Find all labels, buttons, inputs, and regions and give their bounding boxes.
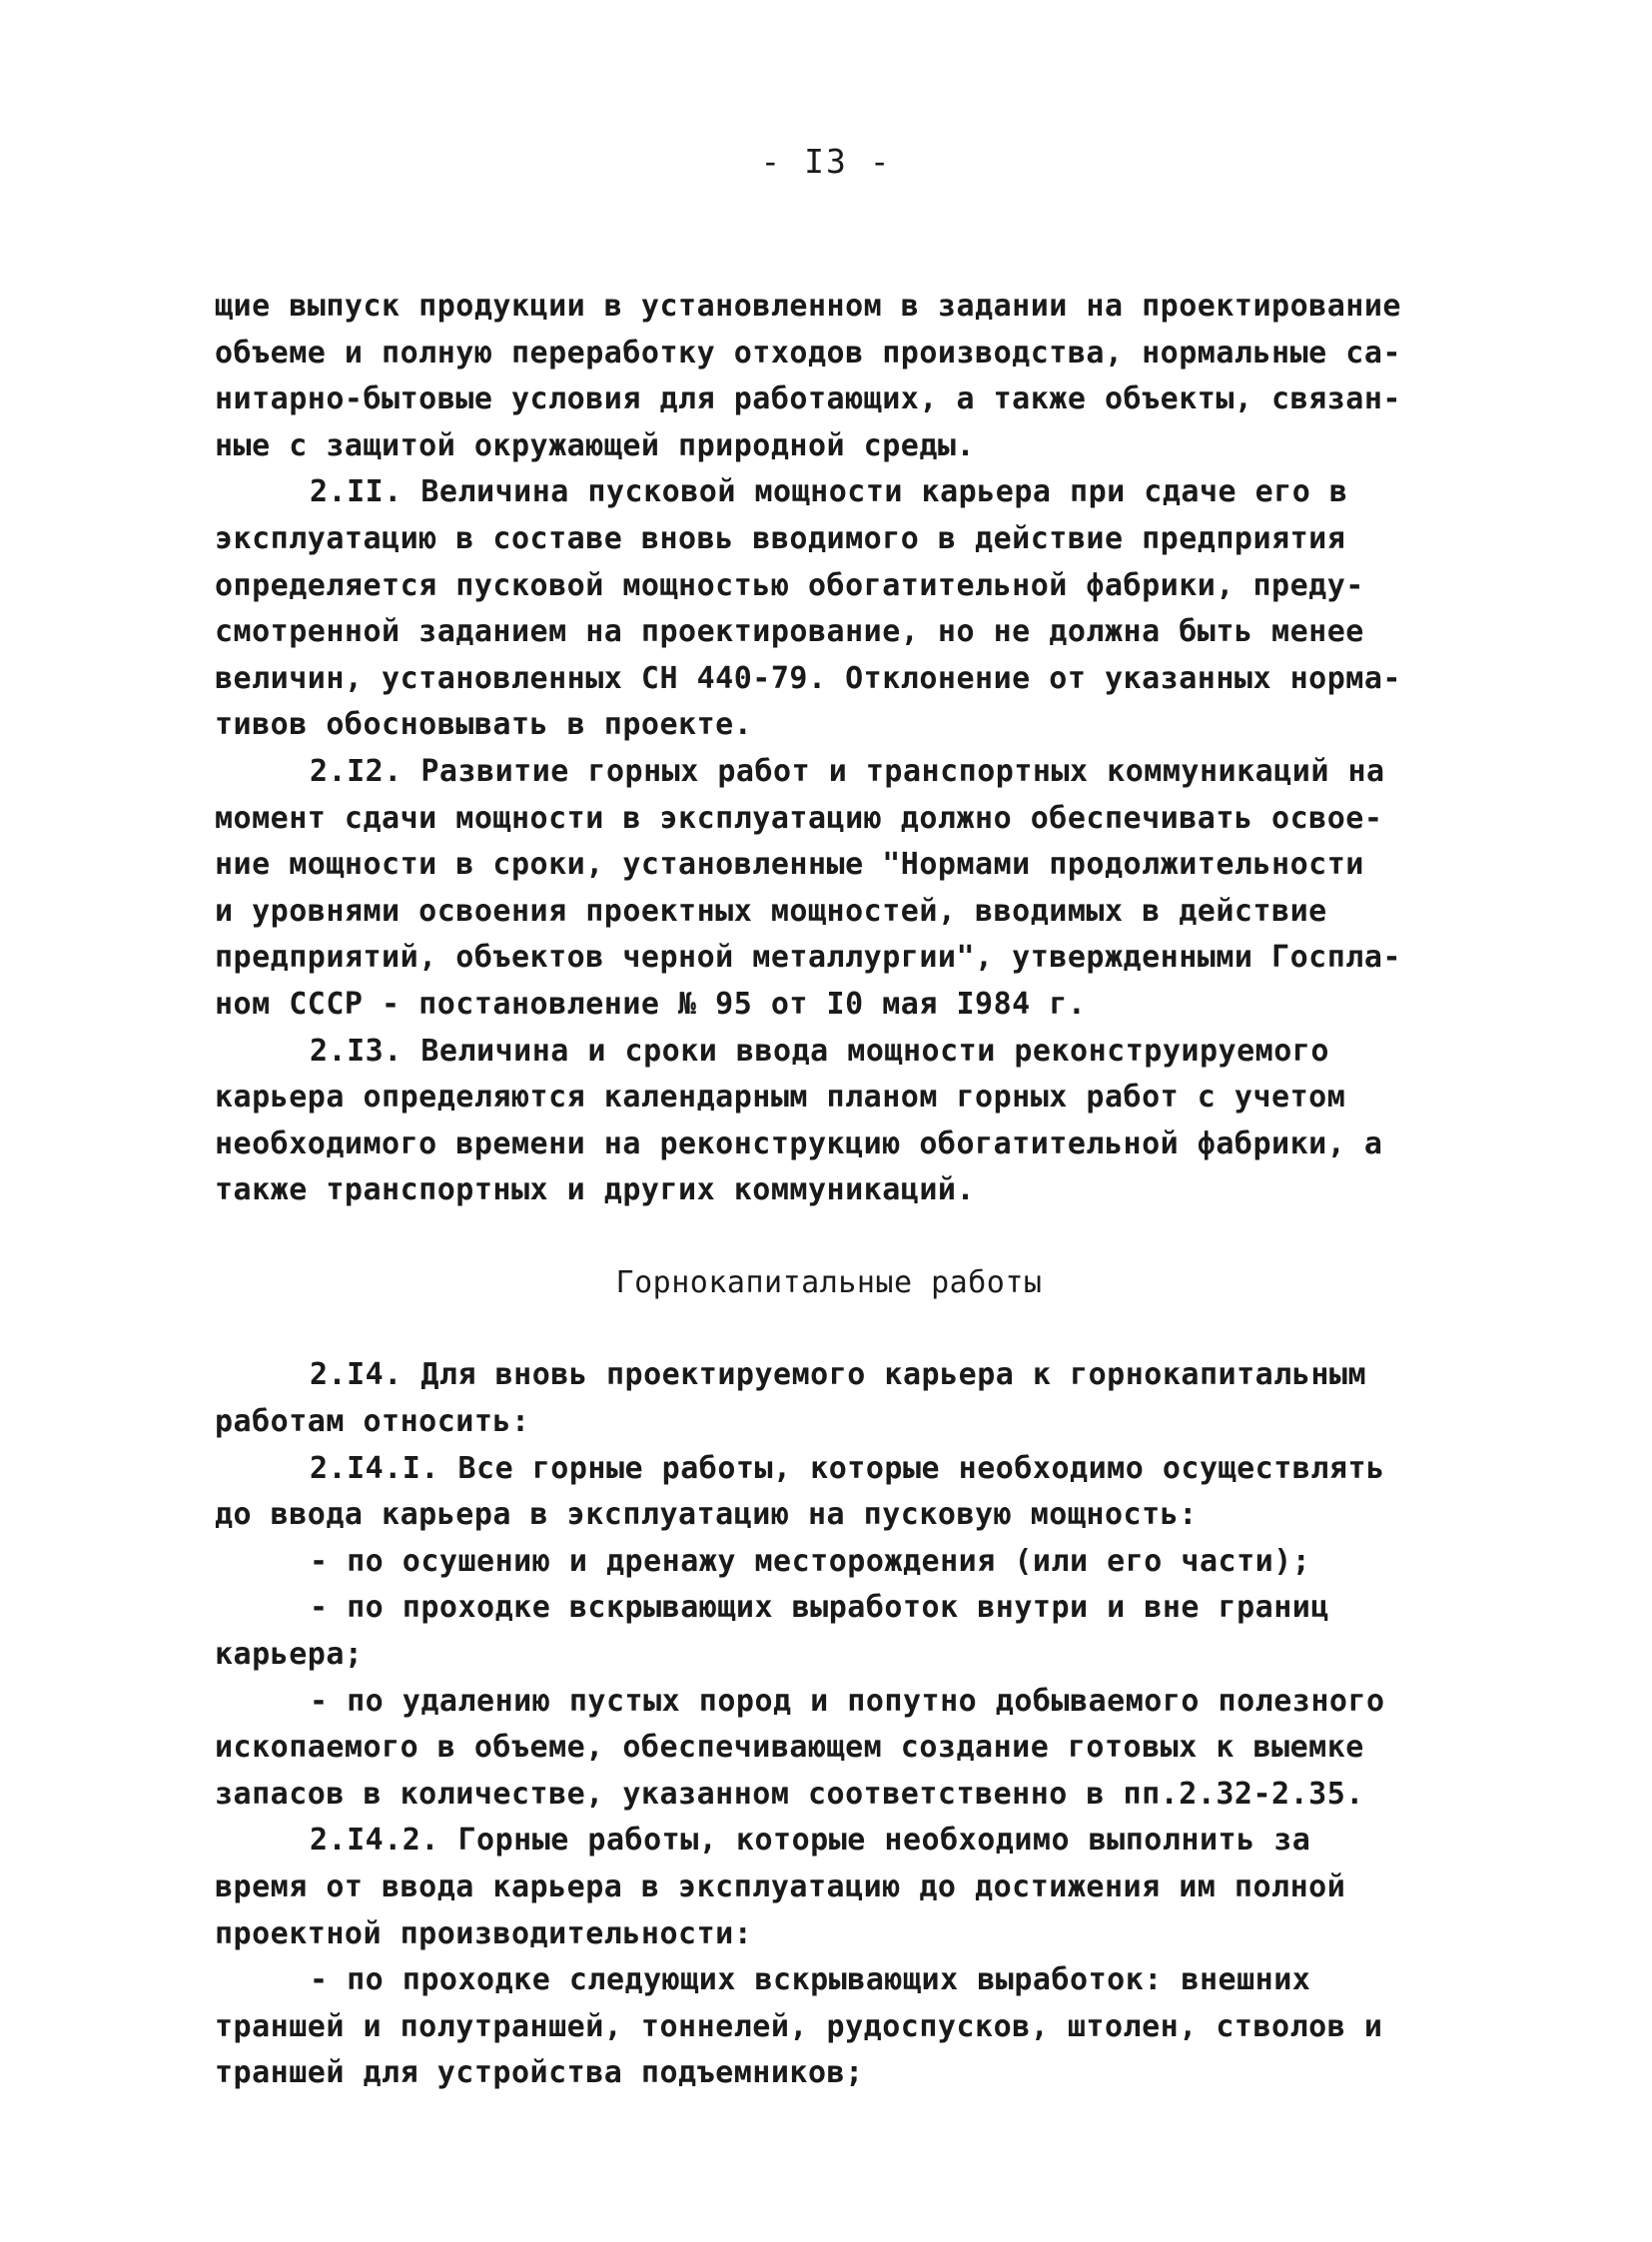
text-line: предприятий, объектов черной металлургии", утвержденными Госпла-	[215, 940, 1401, 976]
clause-2-14-2-start: 2.I4.2. Горные работы, которые необходимо выполнить за	[310, 1823, 1311, 1859]
text-line: эксплуатацию в составе вновь вводимого в действие предприятия	[215, 520, 1346, 556]
text-line: величин, установленных СН 440-79. Отклонение от указанных норма-	[215, 660, 1401, 696]
text-line: работам относить:	[215, 1404, 530, 1440]
page-number: - I3 -	[760, 142, 892, 181]
text-line: ном СССР - постановление № 95 от I0 мая I984 г.	[215, 986, 1087, 1022]
clause-2-14-start: 2.I4. Для вновь проектируемого карьера к горнокапитальным	[310, 1357, 1367, 1393]
list-item: - по осушению и дренажу месторождения (или его части);	[310, 1543, 1311, 1579]
text-line: карьера определяются календарным планом горных работ с учетом	[215, 1080, 1346, 1116]
list-item: - по проходке следующих вскрывающих выработок: внешних	[310, 1962, 1311, 1998]
text-line: тивов обосновывать в проекте.	[215, 707, 753, 743]
section-heading: Горнокапитальные работы	[615, 1264, 1043, 1300]
text-line: щие выпуск продукции в установленном в задании на проектирование	[215, 289, 1401, 324]
clause-2-12-start: 2.I2. Развитие горных работ и транспортных коммуникаций на	[310, 753, 1385, 789]
clause-2-14-1-start: 2.I4.I. Все горные работы, которые необходимо осуществлять	[310, 1450, 1385, 1486]
text-line: до ввода карьера в эксплуатацию на пусковую мощность:	[215, 1497, 1198, 1533]
text-line: момент сдачи мощности в эксплуатацию должно обеспечивать освое-	[215, 800, 1383, 836]
text-line: траншей для устройства подъемников;	[215, 2055, 864, 2091]
text-line: ископаемого в объеме, обеспечивающем создание готовых к выемке	[215, 1730, 1364, 1766]
list-item: - по удалению пустых пород и попутно добываемого полезного	[310, 1683, 1385, 1719]
text-line: проектной производительности:	[215, 1915, 753, 1951]
clause-2-13-start: 2.I3. Величина и сроки ввода мощности реконструируемого	[310, 1033, 1329, 1069]
list-item: - по проходке вскрывающих выработок внутри и вне границ	[310, 1590, 1329, 1626]
text-line: время от ввода карьера в эксплуатацию до достижения им полной	[215, 1869, 1346, 1904]
text-line: определяется пусковой мощностью обогатительной фабрики, преду-	[215, 567, 1364, 603]
text-line: смотренной заданием на проектирование, но не должна быть менее	[215, 614, 1364, 650]
text-line: карьера;	[215, 1637, 364, 1673]
text-line: объеме и полную переработку отходов производства, нормальные са-	[215, 335, 1401, 371]
text-line: также транспортных и других коммуникаций.	[215, 1172, 976, 1208]
text-line: и уровнями освоения проектных мощностей, вводимых в действие	[215, 893, 1327, 929]
text-line: запасов в количестве, указанном соответственно в пп.2.32-2.35.	[215, 1776, 1364, 1812]
text-line: траншей и полутраншей, тоннелей, рудоспусков, штолен, стволов и	[215, 2008, 1383, 2044]
text-line: нитарно-бытовые условия для работающих, а также объекты, связан-	[215, 381, 1401, 417]
text-line: ные с защитой окружающей природной среды.	[215, 427, 976, 463]
text-line: необходимого времени на реконструкцию обогатительной фабрики, а	[215, 1125, 1383, 1161]
body-text	[215, 284, 1443, 2097]
clause-2-11-start: 2.II. Величина пусковой мощности карьера при сдаче его в	[310, 474, 1348, 510]
text-line: ние мощности в сроки, установленные "Нормами продолжительности	[215, 847, 1364, 883]
